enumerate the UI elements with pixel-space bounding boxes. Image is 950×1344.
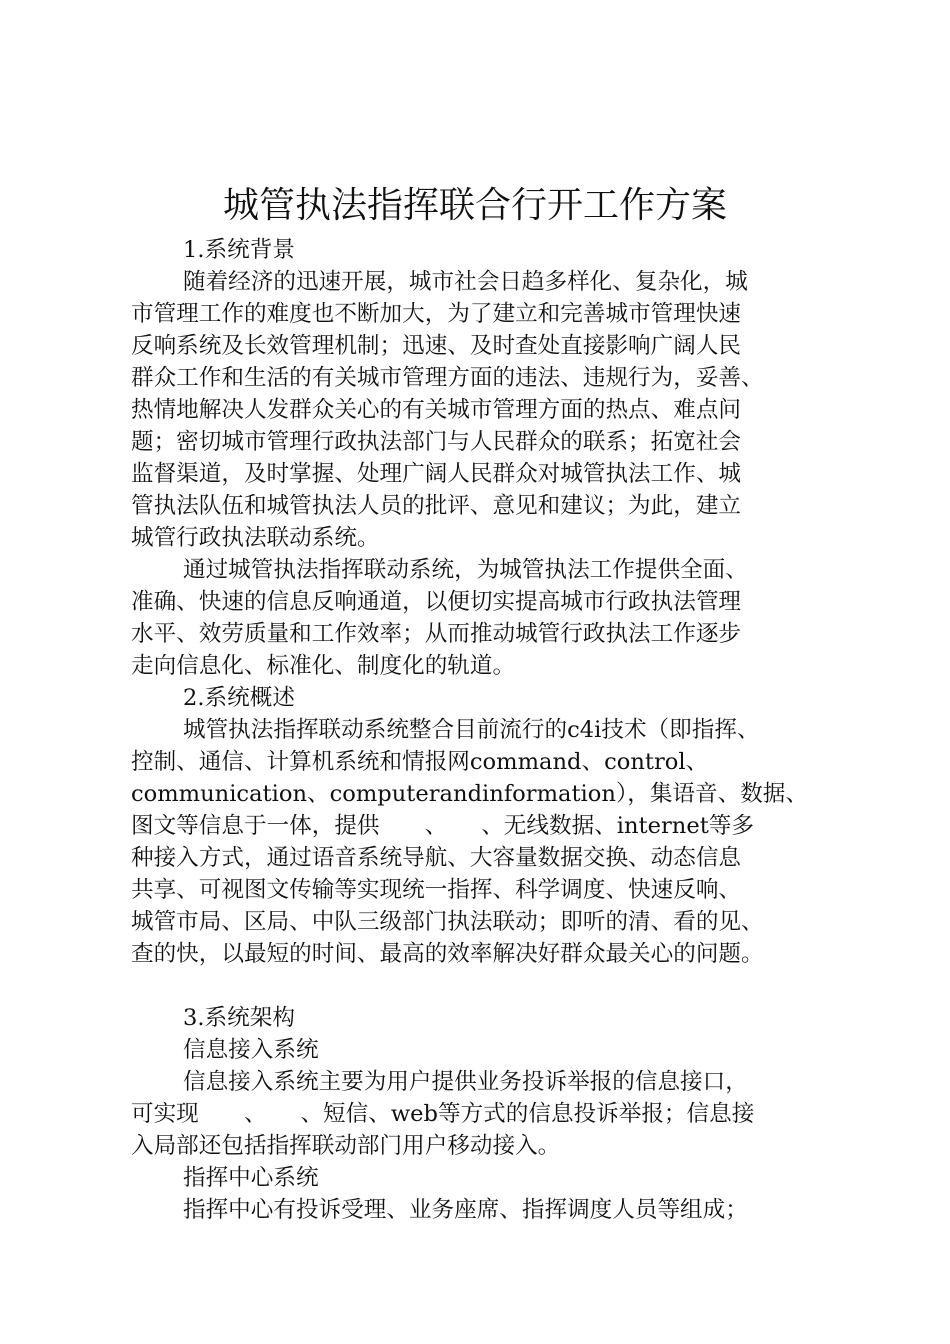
paragraph-line: 管执法队伍和城管执法人员的批评、意见和建议；为此，建立: [131, 493, 742, 519]
paragraph-line: 信息接入系统主要为用户提供业务投诉举报的信息接口，: [183, 1069, 748, 1095]
paragraph-line: 监督渠道，及时掌握、处理广阔人民群众对城管执法工作、城: [131, 461, 742, 487]
section-heading-architecture: 3.系统架构: [183, 1005, 295, 1031]
paragraph-line: 查的快，以最短的时间、最高的效率解决好群众最关心的问题。: [131, 941, 764, 967]
section-heading-overview: 2.系统概述: [183, 685, 295, 711]
paragraph-line: 城管行政执法联动系统。: [131, 525, 380, 551]
paragraph-line: 控制、通信、计算机系统和情报网command、control、: [131, 749, 709, 775]
paragraph-line: communication、computerandinformation），集语音、数据、: [131, 781, 808, 807]
paragraph-line: 准确、快速的信息反响通道，以便切实提高城市行政执法管理: [131, 589, 742, 615]
document-title: 城管执法指挥联合行开工作方案: [222, 185, 727, 226]
paragraph-line: 反响系统及长效管理机制；迅速、及时查处直接影响广阔人民: [131, 333, 742, 359]
paragraph-line: 通过城管执法指挥联动系统，为城管执法工作提供全面、: [183, 557, 748, 583]
paragraph-line: 水平、效劳质量和工作效率；从而推动城管行政执法工作逐步: [131, 621, 742, 647]
paragraph-line: 群众工作和生活的有关城市管理方面的违法、违规行为，妥善、: [131, 365, 764, 391]
paragraph-line: 可实现 、 、短信、web等方式的信息投诉举报；信息接: [131, 1101, 755, 1127]
document-body: [131, 234, 831, 1226]
paragraph-line: 题；密切城市管理行政执法部门与人民群众的联系；拓宽社会: [131, 429, 742, 455]
blank-line: [131, 970, 831, 1002]
paragraph-line: 入局部还包括指挥联动部门用户移动接入。: [131, 1133, 561, 1159]
paragraph-line: 市管理工作的难度也不断加大，为了建立和完善城市管理快速: [131, 301, 742, 327]
paragraph-line: 城管执法指挥联动系统整合目前流行的c4i技术（即指挥、: [183, 717, 760, 743]
paragraph-line: 城管市局、区局、中队三级部门执法联动；即听的清、看的见、: [131, 909, 764, 935]
section-heading-background: 1.系统背景: [183, 237, 295, 263]
paragraph-line: 图文等信息于一体，提供 、 、无线数据、internet等多: [131, 813, 754, 839]
paragraph-line: 随着经济的迅速开展，城市社会日趋多样化、复杂化，城: [183, 269, 748, 295]
subheading-info-access: 信息接入系统: [183, 1037, 319, 1063]
paragraph-line: 走向信息化、标准化、制度化的轨道。: [131, 653, 516, 679]
paragraph-line: 指挥中心有投诉受理、业务座席、指挥调度人员等组成；: [183, 1197, 748, 1223]
paragraph-line: 种接入方式，通过语音系统导航、大容量数据交换、动态信息: [131, 845, 742, 871]
paragraph-line: 热情地解决人发群众关心的有关城市管理方面的热点、难点问: [131, 397, 742, 423]
paragraph-line: 共享、可视图文传输等实现统一指挥、科学调度、快速反响、: [131, 877, 742, 903]
subheading-command-center: 指挥中心系统: [183, 1165, 319, 1191]
